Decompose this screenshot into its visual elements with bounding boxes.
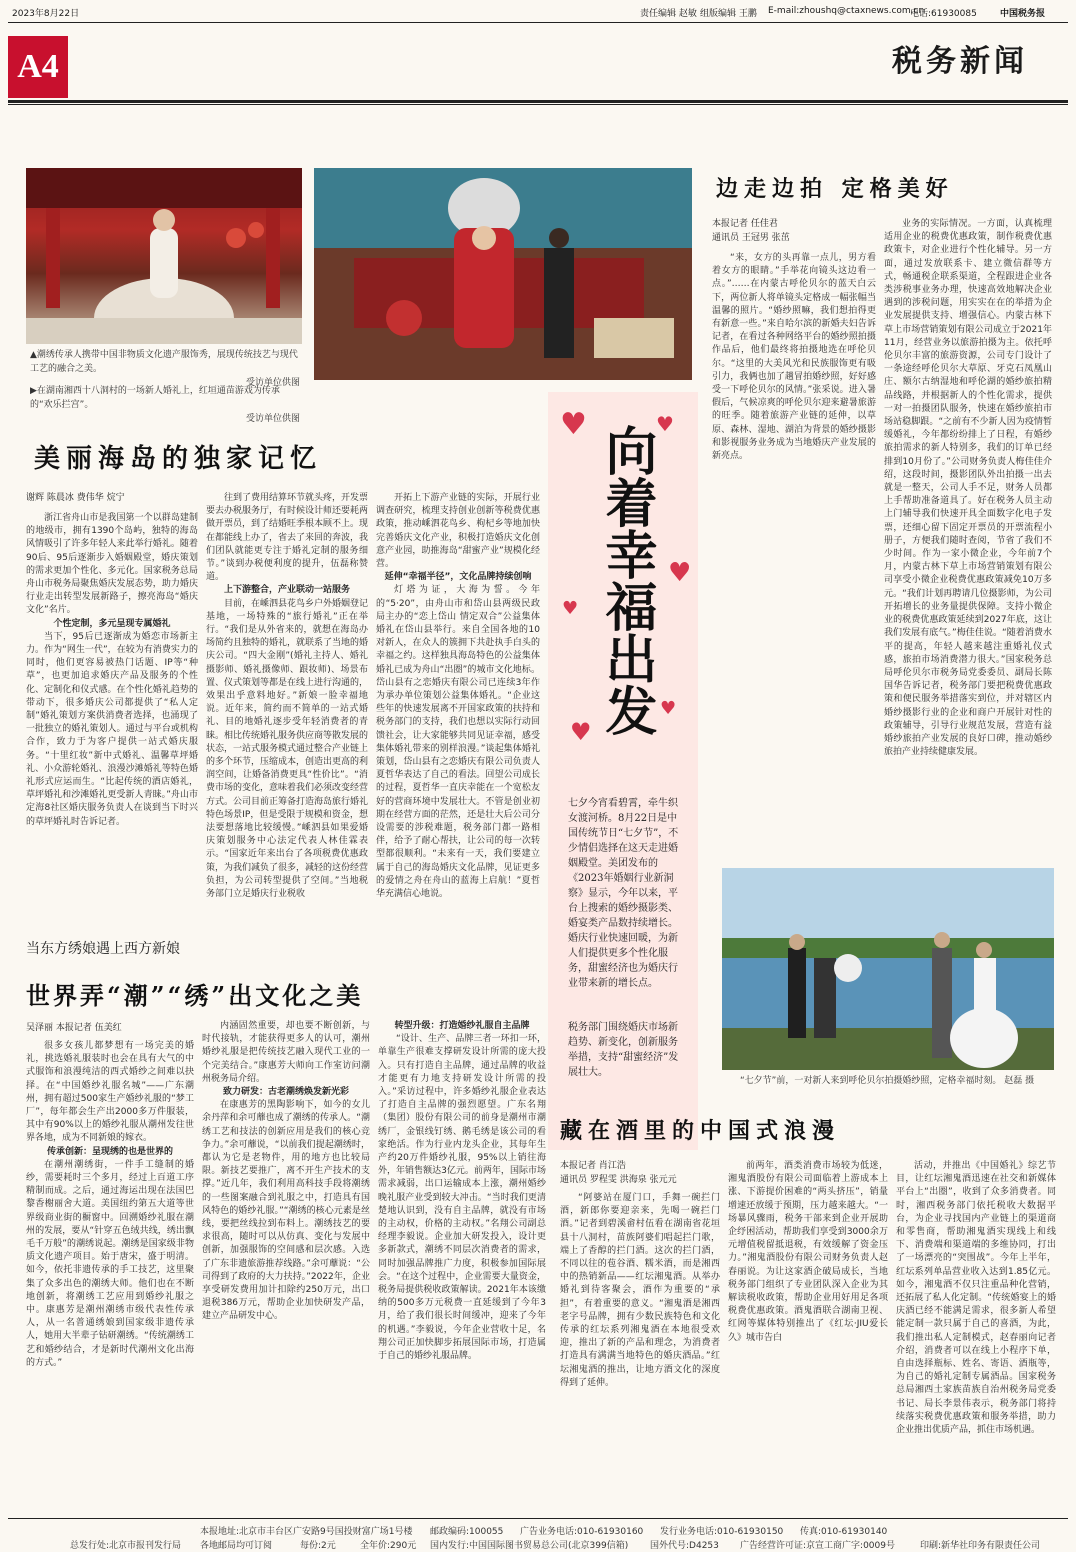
story3-byline2: 通讯员 王冠男 张茁 xyxy=(712,233,790,243)
story2-sub1: 传承创新：呈现绣的也是世界的 xyxy=(46,1146,173,1157)
photo-hulunbuir-shoot xyxy=(722,868,1054,1070)
story1-sub2: 上下游整合，产业联动一站服务 xyxy=(223,585,350,596)
footer-ad-phone: 广告业务电话:010-61930160 xyxy=(520,1527,644,1537)
photo1-credit: 受访单位供图 xyxy=(245,378,300,388)
photo-miao-wedding-art xyxy=(314,168,692,380)
story2-col1: 很多女孩儿都梦想有一场完美的婚礼，挑选婚礼服装时也会在具有大气的中式服饰和浪漫纯洁的西式婚纱之间难以抉择。在“中国婚纱礼服名城”——广东潮州，拥有超过500家生产婚纱礼服的“梦工厂”，每年都会生产出2000多万件服装，其中有90%以上的婚纱礼服从潮州发往世界各地，成为不同新娘的嫁衣。 传承创新：呈现绣的也是世界的 在潮州潮绣街，一件手工缝制的婚纱，需要耗时三个多月，经过上百道工序精制而成。之后，通过海运出现在法国巴黎香榭丽舍大道。美国纽约第五大道等世界级商业街的橱窗中。回溯婚纱礼服在潮州的发展，要从“针穿五色绒共线，绣出飘毛千万般”的潮绣说起。潮绣是国家级非物质文化遗产项目。始于唐宋，盛于明清。如今，依托非遗传承的手工技艺，这里聚集了众多出色的潮绣大师。他们也在不断地创新，将潮绣工艺应用到婚纱礼服之中。康惠芳是潮州潮绣市级代表性传承人，从一名普通绣娘到国家级非遗传承人，她用大半辈子钻研潮绣。“传统潮绣工艺和婚纱结合，才是新时代潮州文化出海的方式。” xyxy=(26,1041,194,1368)
heart-icon: ♥ xyxy=(668,558,692,588)
footer-dist2: 国内发行:中国国际图书贸易总公司(北京399信箱) xyxy=(430,1541,629,1551)
story1-col2: 往到了费用结算环节就头疼，开发票要去办税服务厅，有时候设计师还要耗两做开票员，到了结婚旺季根本顾不上。现在都能线上办了，省去了来回的奔波，我们团队就能更专注于婚礼定制的服务细节。”谈到办税便利度的提升，伍磊称赞道。 上下游整合，产业联动一站服务 目前，在嵊泗县花鸟乡户外婚姻登记基地，一场特殊的“旅行婚礼”正在举行。“我们是从外省来的，就想在海岛办场简约且独特的婚礼，就联系了当地的婚庆公司。“四大金刚”(婚礼主持人、婚礼摄影师、婚礼摄像师、跟妆师)、场景布置、仪式策划等都是在线上进行沟通的，效果出乎意料地好。”新娘一脸幸福地说。近年来，简约而不简单的一站式婚礼、目的地婚礼逐步受年轻消费者的青睐。相比传统婚礼服务供应商等散发展的状态，一站式服务模式通过整合产业链上的多个环节，压缩成本，创造出更高的利润空间，让婚备消费更具“性价比”。“消费市场的变化，意味着我们必须改变经营方式。公司目前正筹备打造海岛旅行婚礼特色场景IP，但是受限于规模和资金，想法要想落地比较缓慢。”嵊泗县如果爱婚庆策划服务中心法定代表人林佳霖表示。“国家近年来出台了各项税费优惠政策，为我们减负了很多，减轻的这份经营负担，为公司转型提供了空间。”当地税务部门立足婚庆行业税收 xyxy=(206,493,368,900)
heart-icon: ♥ xyxy=(560,407,587,442)
footer-dist-phone: 发行业务电话:010-61930150 xyxy=(660,1527,784,1537)
story3-byline1: 本报记者 任佳君 xyxy=(712,219,778,229)
footer-rule xyxy=(8,1518,1068,1519)
story2-headline: 世界弄“潮”“绣”出文化之美 xyxy=(26,981,364,1010)
story2-sub2: 致力研发：古老潮绣焕发新光彩 xyxy=(222,1087,349,1098)
photo1-caption: ▲潮绣传承人携带中国非物质文化遗产服饰秀，展现传统技艺与现代工艺的融合之美。 受访单位供图 xyxy=(30,350,300,388)
story4-col2: 前两年，酒类消费市场较为低迷，湘鬼酒股份有限公司面临着上游成本上涨、下游提价困难的“两头挤压”，销量增速还放缓于预期，压力越来越大。“一场暴风骤雨，税务干部来到企业开展助企纾困活动，帮助我们享受到3000余万元增值税留抵退税，有效缓解了资金压力。”湘鬼酒股份有限公司财务负责人赵春丽说。为让这家酒企破局成长，当地税务部门组织了专业团队深入企业为其解读税收政策，帮助企业用好用足各项税费优惠政策。酒鬼酒联合湖南卫视、红网等媒体特别推出了《红坛·JIU爱长久》城市告白 xyxy=(728,1161,888,1343)
email[interactable]: E-mail:zhoushq@ctaxnews.com.cn xyxy=(768,6,925,16)
footer-dist: 总发行处:北京市报刊发行局 xyxy=(70,1541,182,1551)
story1-col3: 开拓上下游产业链的实际，开展行业调查研究，梳理支持创业创新等税费优惠政策，推动嵊泗花鸟乡、枸杞乡等地加快完善婚庆文化产业，积极打造婚庆文化创意产业园，助推海岛“甜蜜产业”规模化经营。 延伸“幸福半径”，文化品牌持续创响 灯塔为证，大海为誓。今年的“5·20”，由舟山市和岱山县两级民政局主办的“恋上岱山 情定双合”公益集体婚礼在岱山县举行。来自全国各地的10对新人，在众人的簇拥下共赴执手白头的幸福之约。这样独具海岛特色的公益集体婚礼已成为舟山“出圈”的城市文化地标。岱山县有之恋婚庆有限公司已连续3年作为承办单位策划公益集体婚礼。“企业这些年的快速发展离不开国家政策的扶持和税务部门的支持，我们也想以实际行动回馈社会，让大家能够共同见证幸福，感受集体婚礼带来的别样浪漫。”谈起集体婚礼策划，岱山县有之恋婚庆有限公司负责人夏哲华表达了自己的看法。回望公司成长的过程，夏哲华一直庆幸能在一个宽松友好的营商环境中发展壮大。不管是创业初期在经营方面的茫然，还是壮大后公司分设需要的涉税难题，税务部门都一路相伴，给予了耐心帮扶，让公司的每一次转型都很顺利。“未来有一天，我们要建立属于自己的海岛婚庆文化品牌，见证更多的爱情之舟在舟山的蓝海上启航！”夏哲华充满信心地说。 xyxy=(376,493,540,900)
footer-sub: 各地邮局均可订阅 xyxy=(200,1541,273,1551)
story2-col2: 内涵固然重要，却也要不断创新，与时代接轨，才能获得更多人的认可，潮州婚纱礼服是把传统技艺融入现代工业的一个完美结合。”康惠芳大师向工作室访问潮州税务局介绍。 致力研发：古老潮绣焕发新光彩 在康惠芳的黑陶影响下，如今的女儿余丹萍和余可蘼也成了潮绣的传承人。“潮绣工艺和技法的创新应用是我们的核心竞争力。”余可蘼说，“以前我们提起潮绣时，都认为它是老物件，用的地方也比较局限。新技艺要推广，离不开生产技术的支撑。”近几年，我们利用高科技手段将潮绣的一些图案融合到礼服之中，打造具有国风特色的婚纱礼服。”“潮绣的核心元素是丝线，要把丝线拉到布料上。潮绣技艺的要求很高，随时可以从仿真、变化与发展中创新，加强服饰的空间感和层次感。入选了广东非遗旅游推荐线路。”余可蘼说：“公司得到了政府的大力扶持。”2022年，企业享受研发费用加计扣除约250万元，出口退税386万元，帮助企业加快研发产品，建立产品研发中心。 xyxy=(202,1021,370,1322)
footer-issn: 国外代号:D4253 xyxy=(650,1541,719,1551)
photo-embroidery-gown-art xyxy=(26,168,302,344)
story1-headline: 美丽海岛的独家记忆 xyxy=(34,444,323,474)
footer-price-y: 全年价:290元 xyxy=(360,1541,417,1551)
issue-date: 2023年8月22日 xyxy=(12,9,80,19)
heart-icon: ♥ xyxy=(660,698,677,719)
photo3-caption: “七夕节”前，一对新人来到呼伦贝尔拍摄婚纱照，定格幸福时刻。 赵磊 摄 xyxy=(740,1076,1035,1086)
story3-headline: 边走边拍 定格美好 xyxy=(716,176,954,202)
phone: 电话:61930085 xyxy=(910,9,977,19)
footer-print: 印刷:新华社印务有限责任公司 xyxy=(920,1541,1041,1551)
story3-col2: 业务的实际情况。一方面，认真梳理适用企业的税费优惠政策，制作税费优惠政策卡，对企业进行个性化辅导。另一方面，通过发放联系卡、建立微信群等方式，畅通税企联系渠道，全程跟进企业各类涉税事业务办理，快速高效地解决企业遇到的涉税问题，用实实在在的举措为企业发展提供支持、增强信心。内蒙古林下草上市场营销策划有限公司成立于2021年11月，经营业务以旅游拍摄为主。依托呼伦贝尔丰富的旅游资源，公司专门设计了一条途经呼伦贝尔大草原、牙克石凤凰山庄、额尔古纳湿地和呼伦湖的婚纱旅拍精品线路，并根据新人的个性化需求，提供一对一拍摄团队服务，快速在婚纱旅拍市场站稳脚跟。“之前有不少新人因为疫情暂缓婚礼，今年都纷纷排上了日程，有婚纱旅拍需求的新人特别多，我们的订单已经排到10月份了。”公司财务负责人梅佳佳介绍，这段时间，摄影团队外出拍摄一出去就是一整天，公司人手不足，财务人员都上手帮助准备道具了。好在税务人员主动上门辅导我们快速开具全面数字化电子发票，还细心留下固定开票员的开票流程小册子，方便我们随时查阅，节省了我们不少时间。作为一家小微企业，今年前7个月，内蒙古林下草上市场营销策划有限公司享受小微企业税费优惠政策减免10万多元。“我们计划再聘请几位摄影师，为公司开拓增长的业务量提供保障。支持小微企业的税费优惠政策延续到2027年底，这让我们发展有底气。”梅佳佳说。“随着消费水平的提高，年轻人越来越注重婚礼仪式感，旅拍市场消费潜力很大。”国家税务总局呼伦贝尔市税务局党委委员、副局长陈国华告诉记者，税务部门要把税费优惠政策和便民服务举措落实到位，并对辖区内婚纱摄影行业的企业和商户开展针对性的政策辅导，引导行业规范发展，营造有益婚纱旅拍产业发展的良好口碑，推动婚纱旅拍产业持续健康发展。 xyxy=(884,219,1052,758)
story1-byline: 谢辉 陈晨冰 费伟华 烷宁 xyxy=(26,493,125,503)
feature-lead2: 税务部门围绕婚庆市场新趋势、新变化，创新服务举措，支持“甜蜜经济”发展壮大。 xyxy=(568,1022,679,1078)
footer-license: 广告经营许可证:京宣工商广字:0009号 xyxy=(740,1541,895,1551)
story2-byline: 吴泽丽 本报记者 伍美红 xyxy=(26,1023,122,1033)
heart-icon: ♥ xyxy=(570,718,592,746)
story3-col1: “来，女方的头再靠一点儿，男方看着女方的眼睛。”手举花向镜头这边看一点。”……在内蒙古呼伦贝尔的蓝天白云下，两位新人将单镜头定格成一幅张幅当温馨的照片。“婚纱照嘛，我们想拍得更有新意一些。”来自哈尔滨的新婚夫妇告诉记者，在看过各种网络平台的婚纱照拍摄作品后，他们最终将拍摄地选在呼伦贝尔。“这里的大美风光和民族服饰更有吸引力，我俩也加了趟冒拍婚纱照，好好感受一下呼伦贝尔的风情。”张采说。进入暑假后，气候凉爽的呼伦贝尔迎来避暑旅游的旺季。随着旅游产业链的延伸，以草原、森林、湿地、湖泊为背景的婚纱摄影和影视服务业务成为当地婚庆产业发展的新亮点。 xyxy=(712,253,876,462)
photo-miao-wedding xyxy=(314,168,692,380)
story1-col1: 浙江省舟山市是我国第一个以群岛建制的地级市，拥有1390个岛屿，独特的海岛风情吸引了许多年轻人来此举行婚礼。随着90后、95后逐渐步入婚姻殿堂，婚庆策划的需求更加个性化、多元化。国家税务总局舟山市税务局聚焦婚庆发展态势，助力婚庆行业走出转型发展新路子，擦亮海岛“婚庆文化”名片。 个性定制，多元呈现专属婚礼 当下，95后已逐渐成为婚恋市场新主力。作为“网生一代”，在较为有消费实力的同时，他们更容易被热门话题、IP等“种草”，也更加追求婚庆产品及服务的个性化、定制化和仪式感。在个性化婚礼趋势的带动下，很多婚庆公司都提供了“私人定制”婚礼策划方案供消费者选择，也涌现了一批独立的婚礼策划人。通过与平台或机构合作，致力于为客户提供一站式婚庆服务。“十里红妆”新中式婚礼、温馨草坪婚礼、小众游轮婚礼、浪漫沙滩婚礼等特色婚礼形式应运而生。“比起传统的酒店婚礼，草坪婚礼和沙滩婚礼更受新人青睐。”舟山市定海8社区婚庆服务负责人在谈到当下时兴的草坪婚礼时告诉记者。 xyxy=(26,513,198,827)
footer-address: 本报地址:北京市丰台区广安路9号国投财富广场1号楼 xyxy=(200,1527,413,1537)
paper-name: 中国税务报 xyxy=(1000,9,1046,19)
photo3-credit: 赵磊 摄 xyxy=(1004,1076,1035,1086)
page-number: A4 xyxy=(8,36,68,98)
story4-col3: 活动，并推出《中国婚礼》综艺节目，让红坛湘鬼酒迅速在社交和新媒体平台上“出圈”，收到了众多消费者。同时，湘西税务部门依托税收大数据平台，为企业寻找国内产业链上的渠道商和零售商，帮助湘鬼酒实现线上和线下、消费端和渠道端的多维协同，打出了一场漂亮的“突围战”。今年上半年，红坛系列单品营业收入达到1.85亿元。如今，湘鬼酒不仅只注重品种化营销，还拓展了私人化定制。“传统婚宴上的婚庆酒已经不能满足需求，很多新人希望能定制一款只属于自己的喜酒，为此，我们推出私人定制模式，赵春丽向记者介绍，消费者可以在线上小程序下单，自由选择瓶标、姓名、寄语、酒瓶等，为自己的婚礼定制专属酒品。国家税务总局湘西土家族苗族自治州税务局党委书记、局长李景伟表示，税务部门将持续落实税费优惠政策和服务举措，助力企业推出优质产品，抓住市场机遇。 xyxy=(896,1161,1056,1436)
photo-embroidery-gown xyxy=(26,168,302,344)
top-rule xyxy=(8,22,1068,23)
photo2-credit: 受访单位供图 xyxy=(245,414,300,424)
story2-sub3: 转型升级：打造婚纱礼服自主品牌 xyxy=(394,1021,530,1031)
story1-sub1: 个性定制，多元呈现专属婚礼 xyxy=(53,618,171,629)
section-rule xyxy=(8,100,1068,103)
feature-title: 向着幸福出发 xyxy=(596,424,657,736)
layout-credit: 组版编辑 王鹏 xyxy=(700,9,757,19)
footer-zip: 邮政编码:100055 xyxy=(430,1527,504,1537)
photo-hulunbuir-shoot-art xyxy=(722,868,1054,1070)
story4-headline: 藏在酒里的中国式浪漫 xyxy=(560,1118,841,1144)
feature-lead: 七夕今宵看碧霄，牵牛织女渡河桥。8月22日是中国传统节日“七夕节”，不少情侣选择在这天走进婚姻殿堂。美团发布的《2023年婚姻行业新洞察》显示，今年以来，平台上搜索的婚纱摄影类、婚宴类产品数持续增长。婚庆行业快速回暖，为新人们提供更多个性化服务，甜蜜经济也为婚庆行业带来新的增长点。 xyxy=(568,798,679,989)
story4-col1: “阿婆站在厦门口，手舞一碗拦门酒，新郎你要迎亲来，先喝一碗拦门酒。”记者到碧溪畲村伍看在湖南省花垣县十八洞村，苗族阿婆们唱起拦门歌，端上了香醇的拦门酒。这次的拦门酒，不同以往的苞谷酒、糯米酒，而是湘西中的热销新品——红坛湘鬼酒。从举办婚礼到待客聚会，酒作为重要的“承担”，有着重要的意义。“湘鬼酒是湘西老字号品牌，拥有少数民族特色和文化传承的红坛系列湘鬼酒在本地很受欢迎，推出了新的产品和理念，为消费者打造具有满满当地特色的婚庆酒品。”红坛湘鬼酒的推出，让地方酒文化的深度得到了延伸。 xyxy=(560,1193,720,1388)
story4-byline1: 本报记者 肖江浩 xyxy=(560,1161,626,1171)
story2-kicker: 当东方绣娘遇上西方新娘 xyxy=(26,941,180,957)
story2-col3: 转型升级：打造婚纱礼服自主品牌 “设计、生产、品牌三者一环扣一环，单靠生产很难支撑研发设计所需的庞大投入。只有打造自主品牌，通过品牌的收益才能更有力地支持研发设计所需的投入。”采访过程中，许多婚纱礼服企业表达了打造自主品牌的强烈愿望。广东名翔（集团）股份有限公司的前身是潮州市潮绣厂，金银线钉绣、鹅毛绣是该公司的看家绝活。作为行业内龙头企业，其每年生产约20万件婚纱礼服，95%以上销往海外，年销售额达3亿元。前两年，国际市场需求减弱，出口运输成本上涨，潮州婚纱晚礼服产业受到较大冲击。“当时我们更清楚地认识到，没有自主品牌，就没有市场的主动权，价格的主动权。”名翔公司副总经理李毅说。企业加大研发投入，设计更多新款式，潮绣不同层次消费者的需求，同时加强品牌推广力度，积极参加国际展会。“在这个过程中，企业需要大量资金，税务局提供税收政策解读。2021年本该缴纳的500多万元税费一直延缓到了今年3月，给了我们很长时间缓冲，迎来了今年的机遇。”李毅说，今年企业营收十足，名翔公司正加快脚步拓展国际市场，打造属于自己的婚纱礼服品牌。 xyxy=(378,1021,546,1362)
story4-byline2: 通讯员 罗程雯 洪海泉 张元元 xyxy=(560,1175,677,1185)
section-rule-thin xyxy=(8,104,1068,105)
heart-icon: ♥ xyxy=(656,412,674,436)
editor-credit: 责任编辑 赵敏 xyxy=(640,9,697,19)
masthead-line xyxy=(0,6,1076,20)
section-title: 税务新闻 xyxy=(892,44,1028,79)
footer-price-m: 每份:2元 xyxy=(300,1541,336,1551)
footer-fax: 传真:010-61930140 xyxy=(800,1527,888,1537)
photo2-caption: ▶在湖南湘西十八洞村的一场新人婚礼上，红垣通苗游戏为传承的“欢乐拦宫”。 受访单位供图 xyxy=(30,386,300,424)
heart-icon: ♥ xyxy=(562,598,579,619)
story1-sub3: 延伸“幸福半径”，文化品牌持续创响 xyxy=(384,572,532,583)
